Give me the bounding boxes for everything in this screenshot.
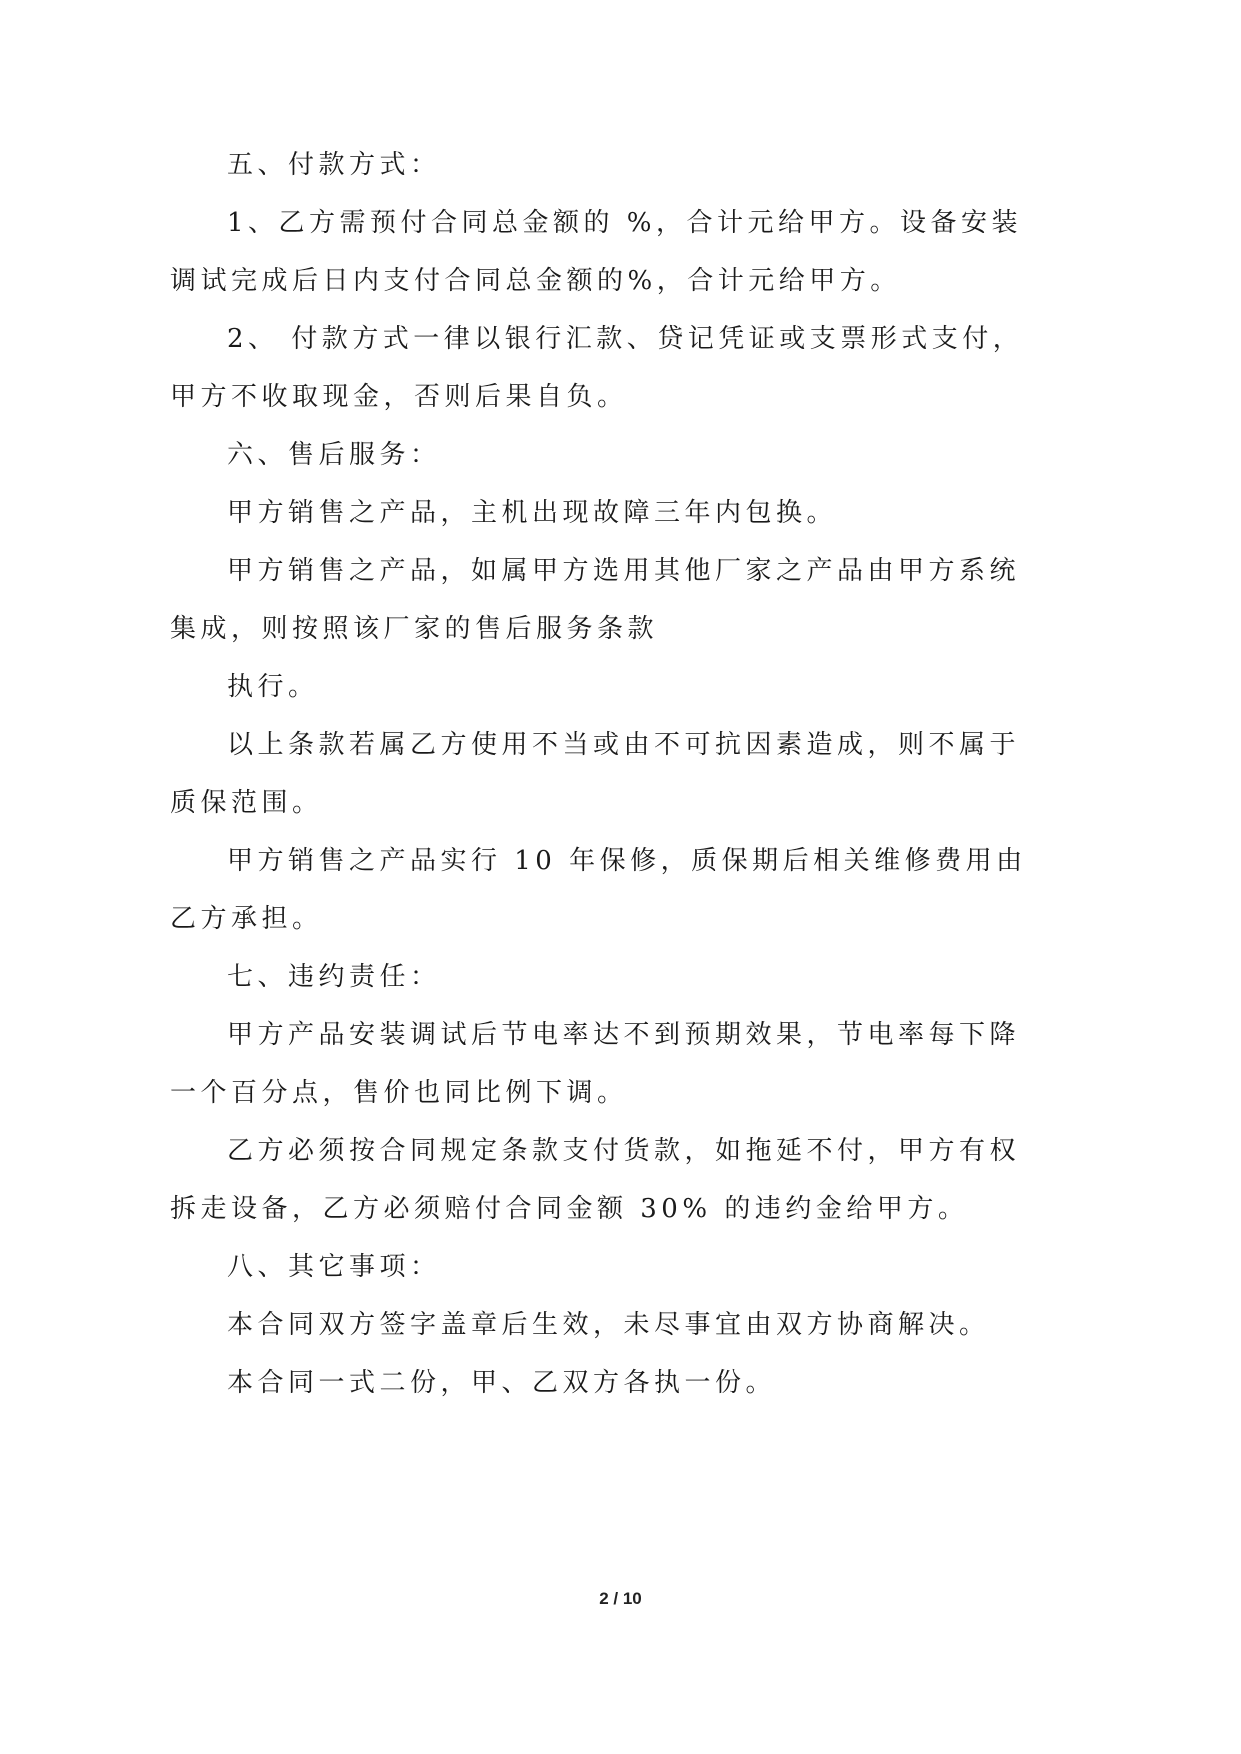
section-heading-other-matters: 八、其它事项： (227, 1252, 441, 1282)
paragraph-line: 2、 付款方式一律以银行汇款、贷记凭证或支票形式支付， (227, 324, 1024, 354)
paragraph-line: 甲方销售之产品，如属甲方选用其他厂家之产品由甲方系统 (227, 556, 1021, 586)
paragraph-line: 执行。 (227, 672, 319, 702)
section-heading-breach: 七、违约责任： (227, 962, 441, 992)
page-number: 2 / 10 (599, 1589, 642, 1608)
paragraph-line: 质保范围。 (170, 788, 323, 818)
paragraph-line: 一个百分点，售价也同比例下调。 (170, 1078, 628, 1108)
paragraph-line: 甲方不收取现金，否则后果自负。 (170, 382, 628, 412)
paragraph-line: 乙方承担。 (170, 904, 323, 934)
paragraph-line: 集成，则按照该厂家的售后服务条款 (170, 614, 659, 644)
paragraph-line: 甲方产品安装调试后节电率达不到预期效果，节电率每下降 (227, 1020, 1021, 1050)
paragraph-line: 1、乙方需预付合同总金额的 %，合计元给甲方。设备安装 (227, 208, 1023, 238)
section-heading-after-sales: 六、售后服务： (227, 440, 441, 470)
paragraph-line: 甲方销售之产品，主机出现故障三年内包换。 (227, 498, 838, 528)
paragraph-line: 本合同双方签字盖章后生效，未尽事宜由双方协商解决。 (227, 1310, 990, 1340)
paragraph-line: 拆走设备，乙方必须赔付合同金额 30% 的违约金给甲方。 (170, 1194, 969, 1224)
paragraph-line: 本合同一式二份，甲、乙双方各执一份。 (227, 1368, 777, 1398)
paragraph-line: 以上条款若属乙方使用不当或由不可抗因素造成，则不属于 (227, 730, 1021, 760)
paragraph-line: 乙方必须按合同规定条款支付货款，如拖延不付，甲方有权 (227, 1136, 1021, 1166)
paragraph-line: 甲方销售之产品实行 10 年保修，质保期后相关维修费用由 (227, 846, 1027, 876)
section-heading-payment: 五、付款方式： (227, 150, 441, 180)
paragraph-line: 调试完成后日内支付合同总金额的%，合计元给甲方。 (170, 266, 901, 296)
